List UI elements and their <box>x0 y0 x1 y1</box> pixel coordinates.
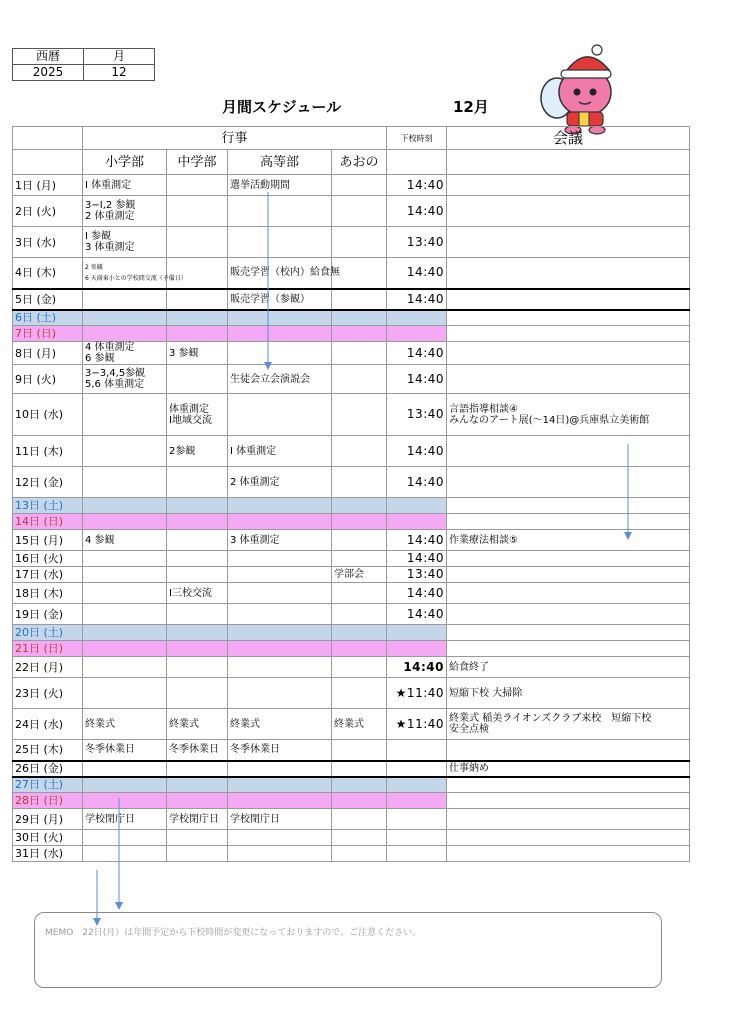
meeting-cell <box>447 436 690 467</box>
meeting-cell <box>447 641 690 657</box>
elementary-cell <box>83 777 167 793</box>
junior-cell: 学校閉庁日 <box>167 809 228 830</box>
schedule-row <box>13 678 690 709</box>
dismissal-time-cell: 14:40 <box>387 604 447 625</box>
dismissal-time-cell <box>387 793 447 809</box>
date-cell: 20日 (土) <box>13 625 83 641</box>
schedule-row <box>13 175 690 196</box>
schedule-row <box>13 514 690 530</box>
meeting-cell <box>447 365 690 394</box>
elementary-cell <box>83 793 167 809</box>
date-cell: 5日 (金) <box>13 289 83 310</box>
elementary-cell <box>83 289 167 310</box>
elementary-cell <box>83 625 167 641</box>
aono-cell <box>332 604 387 625</box>
aono-cell <box>332 436 387 467</box>
dismissal-time-cell: 14:40 <box>387 175 447 196</box>
schedule-row <box>13 436 690 467</box>
elementary-cell: Ⅰ 体重測定 <box>83 175 167 196</box>
meeting-cell <box>447 310 690 326</box>
meeting-cell <box>447 625 690 641</box>
junior-cell <box>167 761 228 777</box>
date-cell: 26日 (金) <box>13 761 83 777</box>
month-display: 12月 <box>453 98 489 116</box>
junior-cell <box>167 289 228 310</box>
meeting-cell <box>447 326 690 342</box>
aono-cell <box>332 498 387 514</box>
junior-cell: 終業式 <box>167 709 228 740</box>
schedule-row <box>13 289 690 310</box>
elementary-cell <box>83 310 167 326</box>
date-cell: 3日 (水) <box>13 227 83 258</box>
meeting-cell <box>447 289 690 310</box>
date-cell: 13日 (土) <box>13 498 83 514</box>
aono-cell <box>332 342 387 365</box>
elementary-cell <box>83 830 167 846</box>
header-row-1 <box>13 127 690 150</box>
elementary-cell: 3−3,4,5参観 5,6 体重測定 <box>83 365 167 394</box>
aono-cell <box>332 846 387 862</box>
junior-header: 中学部 <box>167 150 228 175</box>
elementary-cell: 3−Ⅰ,2 参観 2 体重測定 <box>83 196 167 227</box>
junior-cell <box>167 657 228 678</box>
junior-cell <box>167 365 228 394</box>
schedule-row <box>13 709 690 740</box>
date-cell: 21日 (日) <box>13 641 83 657</box>
meeting-cell <box>447 498 690 514</box>
aono-cell <box>332 657 387 678</box>
junior-cell <box>167 567 228 583</box>
santa-mascot-icon <box>533 36 621 136</box>
senior-cell <box>228 777 332 793</box>
date-cell: 25日 (木) <box>13 740 83 761</box>
junior-cell <box>167 830 228 846</box>
date-cell: 24日 (水) <box>13 709 83 740</box>
schedule-row <box>13 657 690 678</box>
dismissal-header: 下校時刻 <box>387 127 447 150</box>
date-cell: 31日 (水) <box>13 846 83 862</box>
meeting-cell <box>447 567 690 583</box>
aono-cell <box>332 289 387 310</box>
junior-cell <box>167 641 228 657</box>
junior-cell <box>167 310 228 326</box>
schedule-row <box>13 625 690 641</box>
elementary-cell: 終業式 <box>83 709 167 740</box>
dismissal-time-cell: 14:40 <box>387 657 447 678</box>
senior-cell <box>228 227 332 258</box>
aono-cell <box>332 365 387 394</box>
dismissal-time-cell <box>387 809 447 830</box>
junior-cell: 体重測定 Ⅰ地域交流 <box>167 394 228 436</box>
senior-cell <box>228 551 332 567</box>
date-cell: 30日 (火) <box>13 830 83 846</box>
junior-cell: 3 参観 <box>167 342 228 365</box>
junior-cell <box>167 175 228 196</box>
elementary-cell <box>83 604 167 625</box>
schedule-row <box>13 258 690 289</box>
year-month-box <box>12 48 155 81</box>
senior-cell <box>228 625 332 641</box>
senior-cell <box>228 641 332 657</box>
schedule-row <box>13 809 690 830</box>
schedule-row <box>13 641 690 657</box>
date-cell: 1日 (月) <box>13 175 83 196</box>
elementary-cell <box>83 678 167 709</box>
dismissal-time-cell: 14:40 <box>387 258 447 289</box>
elementary-cell <box>83 498 167 514</box>
junior-cell <box>167 498 228 514</box>
senior-cell <box>228 326 332 342</box>
elementary-cell <box>83 436 167 467</box>
elementary-cell <box>83 761 167 777</box>
schedule-row <box>13 342 690 365</box>
senior-cell <box>228 793 332 809</box>
meeting-cell <box>447 740 690 761</box>
junior-cell <box>167 227 228 258</box>
senior-cell: 2 体重測定 <box>228 467 332 498</box>
meeting-cell <box>447 809 690 830</box>
date-cell: 6日 (土) <box>13 310 83 326</box>
aono-cell <box>332 551 387 567</box>
dismissal-time-cell <box>387 777 447 793</box>
dismissal-time-cell: 13:40 <box>387 394 447 436</box>
schedule-row <box>13 583 690 604</box>
meeting-cell <box>447 514 690 530</box>
elementary-cell <box>83 514 167 530</box>
date-cell: 2日 (火) <box>13 196 83 227</box>
dismissal-time-cell: 14:40 <box>387 365 447 394</box>
dismissal-time-cell <box>387 830 447 846</box>
aono-cell <box>332 740 387 761</box>
aono-cell <box>332 310 387 326</box>
aono-cell <box>332 394 387 436</box>
elementary-header: 小学部 <box>83 150 167 175</box>
aono-cell <box>332 175 387 196</box>
dismissal-time-cell: 14:40 <box>387 289 447 310</box>
dismissal-time-cell: 14:40 <box>387 342 447 365</box>
memo-box <box>34 912 662 988</box>
senior-cell <box>228 514 332 530</box>
senior-cell <box>228 310 332 326</box>
elementary-cell <box>83 467 167 498</box>
schedule-row <box>13 567 690 583</box>
aono-cell <box>332 761 387 777</box>
dismissal-time-cell: 14:40 <box>387 583 447 604</box>
aono-cell <box>332 227 387 258</box>
senior-cell <box>228 583 332 604</box>
dismissal-time-cell: 14:40 <box>387 196 447 227</box>
dismissal-time-cell <box>387 846 447 862</box>
senior-cell <box>228 678 332 709</box>
meeting-cell <box>447 227 690 258</box>
events-group-header: 行事 <box>83 127 387 150</box>
elementary-cell <box>83 551 167 567</box>
dismissal-time-cell <box>387 625 447 641</box>
aono-cell <box>332 830 387 846</box>
dismissal-subheader <box>387 150 447 175</box>
dismissal-time-cell <box>387 498 447 514</box>
schedule-row <box>13 310 690 326</box>
date-cell: 4日 (木) <box>13 258 83 289</box>
meeting-cell <box>447 793 690 809</box>
aono-cell <box>332 641 387 657</box>
meeting-cell <box>447 342 690 365</box>
junior-cell <box>167 258 228 289</box>
date-cell: 18日 (木) <box>13 583 83 604</box>
schedule-row <box>13 604 690 625</box>
date-cell: 10日 (水) <box>13 394 83 436</box>
month-value: 12 <box>84 65 155 81</box>
aono-header: あおの <box>332 150 387 175</box>
senior-cell <box>228 846 332 862</box>
elementary-cell: 冬季休業日 <box>83 740 167 761</box>
senior-cell <box>228 342 332 365</box>
dismissal-time-cell <box>387 514 447 530</box>
era-label: 西暦 <box>13 49 84 65</box>
senior-cell <box>228 196 332 227</box>
meeting-cell: 給食終了 <box>447 657 690 678</box>
senior-cell <box>228 394 332 436</box>
month-label: 月 <box>84 49 155 65</box>
aono-cell <box>332 809 387 830</box>
meeting-cell <box>447 551 690 567</box>
aono-cell <box>332 326 387 342</box>
senior-cell <box>228 604 332 625</box>
senior-cell: 終業式 <box>228 709 332 740</box>
elementary-cell <box>83 641 167 657</box>
date-cell: 11日 (木) <box>13 436 83 467</box>
senior-cell <box>228 761 332 777</box>
junior-cell <box>167 196 228 227</box>
elementary-cell <box>83 567 167 583</box>
meeting-cell <box>447 583 690 604</box>
dismissal-time-cell <box>387 310 447 326</box>
dismissal-time-cell: 14:40 <box>387 530 447 551</box>
date-cell: 17日 (水) <box>13 567 83 583</box>
dismissal-time-cell: 14:40 <box>387 436 447 467</box>
elementary-cell <box>83 583 167 604</box>
senior-cell: 冬季休業日 <box>228 740 332 761</box>
meetings-subheader <box>447 150 690 175</box>
aono-cell <box>332 514 387 530</box>
date-cell: 28日 (日) <box>13 793 83 809</box>
elementary-cell <box>83 657 167 678</box>
meetings-header: 会議 <box>447 127 690 150</box>
aono-cell <box>332 583 387 604</box>
elementary-cell: 2 参観 6 天満東小との学校間交流（予備日） <box>83 258 167 289</box>
meeting-cell: 短縮下校 大掃除 <box>447 678 690 709</box>
meeting-cell: 仕事納め <box>447 761 690 777</box>
aono-cell <box>332 530 387 551</box>
junior-cell <box>167 604 228 625</box>
senior-cell <box>228 657 332 678</box>
date-cell: 29日 (月) <box>13 809 83 830</box>
elementary-cell <box>83 846 167 862</box>
monthly-schedule-table <box>12 126 690 862</box>
aono-cell <box>332 196 387 227</box>
schedule-row <box>13 761 690 777</box>
date-cell: 19日 (金) <box>13 604 83 625</box>
dismissal-time-cell: ★11:40 <box>387 709 447 740</box>
date-cell: 22日 (月) <box>13 657 83 678</box>
senior-cell: 学校閉庁日 <box>228 809 332 830</box>
meeting-cell: 終業式 稲美ライオンズクラブ来校 短縮下校 安全点検 <box>447 709 690 740</box>
junior-cell <box>167 777 228 793</box>
junior-cell: 冬季休業日 <box>167 740 228 761</box>
schedule-row <box>13 196 690 227</box>
dismissal-time-cell: 14:40 <box>387 551 447 567</box>
senior-cell <box>228 498 332 514</box>
date-cell: 16日 (火) <box>13 551 83 567</box>
senior-cell: Ⅰ 体重測定 <box>228 436 332 467</box>
meeting-cell <box>447 258 690 289</box>
aono-cell: 学部会 <box>332 567 387 583</box>
junior-cell <box>167 467 228 498</box>
date-cell: 9日 (火) <box>13 365 83 394</box>
meeting-cell <box>447 846 690 862</box>
aono-cell <box>332 678 387 709</box>
elementary-cell <box>83 326 167 342</box>
elementary-cell: 4 体重測定 6 参観 <box>83 342 167 365</box>
schedule-row <box>13 467 690 498</box>
senior-cell: 販売学習（校内）給食無 <box>228 258 332 289</box>
date-cell: 23日 (火) <box>13 678 83 709</box>
aono-cell <box>332 793 387 809</box>
junior-cell <box>167 678 228 709</box>
schedule-row <box>13 830 690 846</box>
junior-cell <box>167 551 228 567</box>
dismissal-time-cell <box>387 740 447 761</box>
schedule-row <box>13 551 690 567</box>
junior-cell <box>167 514 228 530</box>
dismissal-time-cell <box>387 641 447 657</box>
meeting-cell <box>447 467 690 498</box>
junior-cell: 2参観 <box>167 436 228 467</box>
aono-cell <box>332 467 387 498</box>
dismissal-time-cell: 13:40 <box>387 227 447 258</box>
date-cell: 27日 (土) <box>13 777 83 793</box>
date-cell: 12日 (金) <box>13 467 83 498</box>
date-cell: 7日 (日) <box>13 326 83 342</box>
elementary-cell: 4 参観 <box>83 530 167 551</box>
junior-cell <box>167 530 228 551</box>
schedule-row <box>13 498 690 514</box>
date-cell: 8日 (月) <box>13 342 83 365</box>
junior-cell <box>167 326 228 342</box>
header-row-2 <box>13 150 690 175</box>
schedule-row <box>13 365 690 394</box>
senior-cell: 選挙活動期間 <box>228 175 332 196</box>
meeting-cell: 作業療法相談⑤ <box>447 530 690 551</box>
dismissal-time-cell <box>387 326 447 342</box>
meeting-cell: 言語指導相談④ みんなのアート展(〜14日)@兵庫県立美術館 <box>447 394 690 436</box>
senior-cell <box>228 830 332 846</box>
meeting-cell <box>447 777 690 793</box>
meeting-cell <box>447 830 690 846</box>
meeting-cell <box>447 196 690 227</box>
date-cell: 14日 (日) <box>13 514 83 530</box>
elementary-cell: Ⅰ 参観 3 体重測定 <box>83 227 167 258</box>
senior-cell: 生徒会立会演説会 <box>228 365 332 394</box>
aono-cell <box>332 777 387 793</box>
schedule-row <box>13 777 690 793</box>
senior-cell: 3 体重測定 <box>228 530 332 551</box>
page-title: 月間スケジュール <box>222 98 342 116</box>
junior-cell <box>167 625 228 641</box>
schedule-row <box>13 793 690 809</box>
elementary-cell <box>83 394 167 436</box>
memo-text: MEMO 22日(月）は年間予定から下校時間が変更になっておりますので、ご注意ください。 <box>45 928 422 938</box>
junior-cell <box>167 793 228 809</box>
senior-cell: 販売学習（参観） <box>228 289 332 310</box>
schedule-row <box>13 530 690 551</box>
aono-cell <box>332 625 387 641</box>
date-cell: 15日 (月) <box>13 530 83 551</box>
schedule-row <box>13 740 690 761</box>
schedule-row <box>13 326 690 342</box>
header-blank <box>13 127 83 150</box>
header-blank-2 <box>13 150 83 175</box>
senior-header: 高等部 <box>228 150 332 175</box>
year-value: 2025 <box>13 65 84 81</box>
dismissal-time-cell: ★11:40 <box>387 678 447 709</box>
elementary-cell: 学校閉庁日 <box>83 809 167 830</box>
dismissal-time-cell: 13:40 <box>387 567 447 583</box>
meeting-cell <box>447 604 690 625</box>
schedule-row <box>13 227 690 258</box>
junior-cell <box>167 846 228 862</box>
schedule-row <box>13 394 690 436</box>
junior-cell: Ⅰ三校交流 <box>167 583 228 604</box>
meeting-cell <box>447 175 690 196</box>
senior-cell <box>228 567 332 583</box>
dismissal-time-cell <box>387 761 447 777</box>
schedule-row <box>13 846 690 862</box>
aono-cell: 終業式 <box>332 709 387 740</box>
dismissal-time-cell: 14:40 <box>387 467 447 498</box>
